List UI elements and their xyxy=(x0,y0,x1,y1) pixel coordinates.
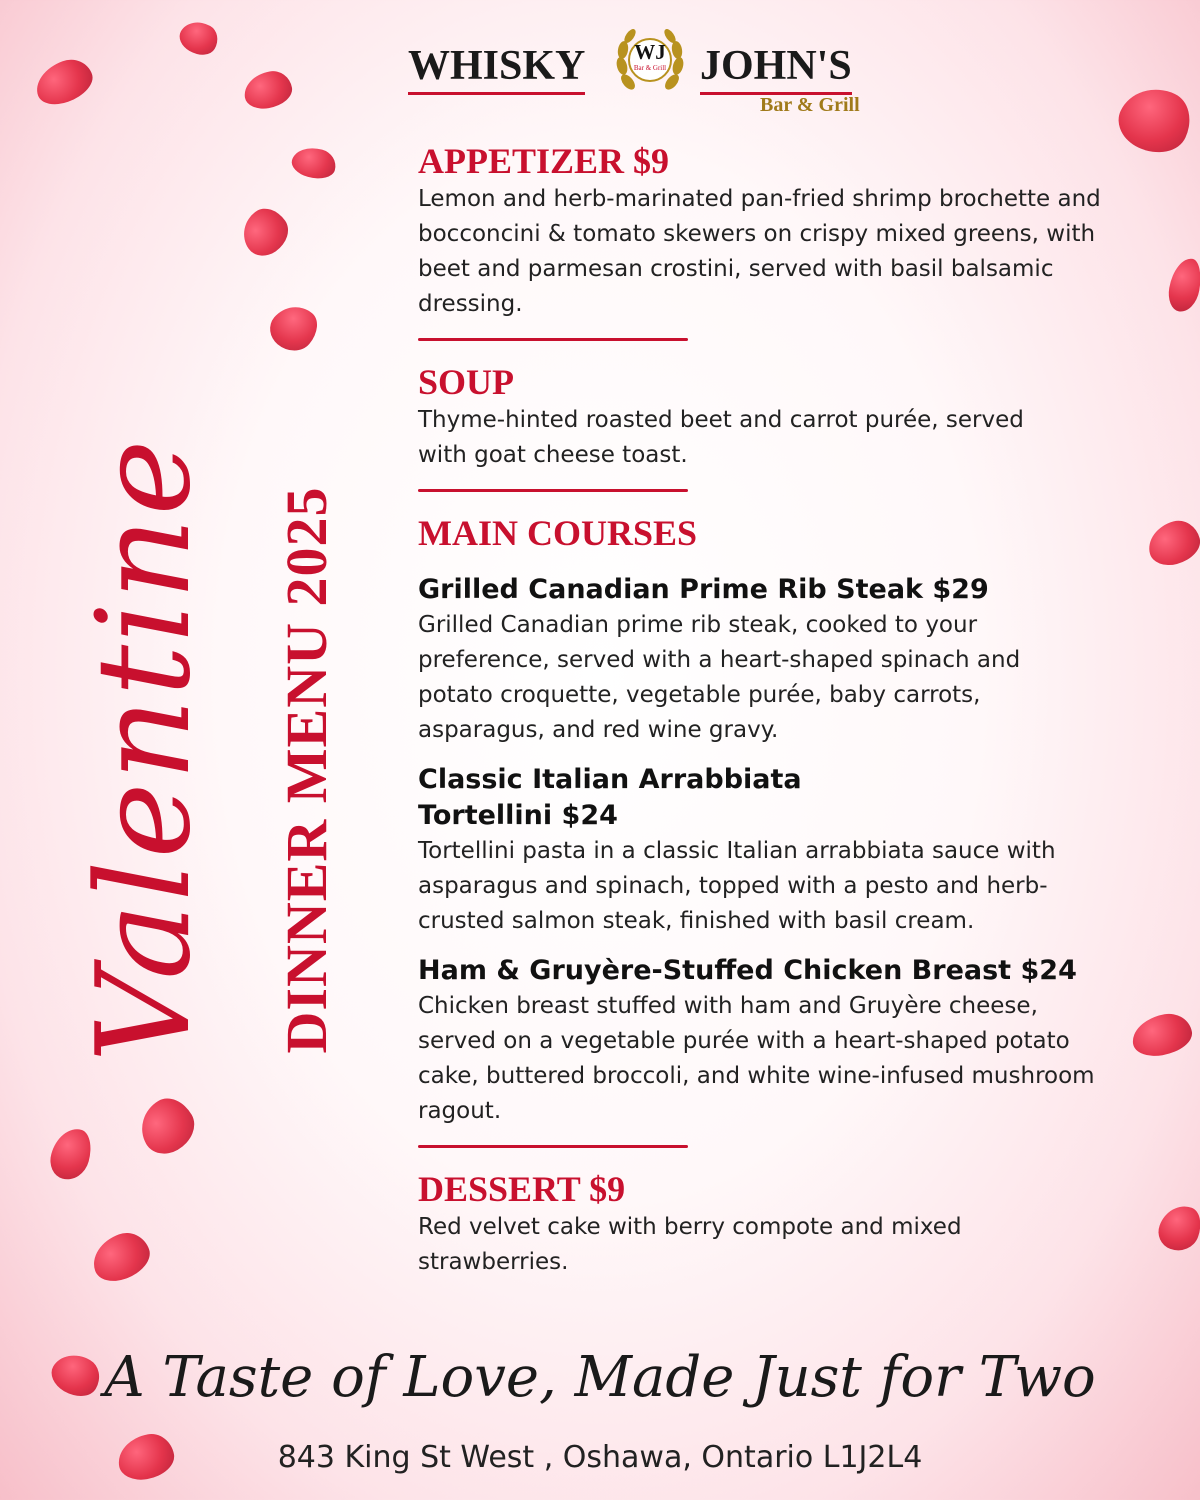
dinner-menu-title: DINNER MENU 2025 xyxy=(274,486,339,1054)
main-courses-section xyxy=(418,512,1118,1129)
menu-item-name: Classic Italian Arrabbiata Tortellini $24 xyxy=(418,764,802,831)
appetizer-title: APPETIZER $9 xyxy=(418,141,670,181)
rose-petal-icon xyxy=(30,53,98,110)
dessert-description: Red velvet cake with berry compote and mixed strawberries. xyxy=(418,1214,962,1275)
main-courses-title: MAIN COURSES xyxy=(418,513,698,553)
tagline: A Taste of Love, Made Just for Two xyxy=(104,1345,1096,1410)
brand-name-left: WHISKY xyxy=(408,42,585,95)
soup-section xyxy=(418,361,1118,473)
rose-petal-icon xyxy=(1129,1010,1195,1060)
menu-item-description: Grilled Canadian prime rib steak, cooked to your preference, served with a heart-shaped spinach and potato croquette, vegetable purée, baby carrots, asparagus, and red wine gravy. xyxy=(418,612,1021,743)
brand-name-right: JOHN'S xyxy=(700,42,852,95)
soup-title: SOUP xyxy=(418,362,515,402)
brand-logo xyxy=(408,22,878,122)
rose-petal-icon xyxy=(1153,1200,1200,1257)
menu-item-description: Chicken breast stuffed with ham and Gruyère cheese, served on a vegetable purée with a heart-shaped potato cake, buttered broccoli, and white wine-infused mushroom ragout. xyxy=(418,993,1095,1124)
rose-petal-icon xyxy=(86,1226,156,1287)
address: 843 King St West , Oshawa, Ontario L1J2L4 xyxy=(277,1440,923,1475)
dessert-section xyxy=(418,1168,1118,1280)
menu-item xyxy=(418,953,1118,1129)
rose-petal-icon xyxy=(1143,516,1200,570)
rose-petal-icon xyxy=(234,201,297,263)
side-title xyxy=(40,380,340,1120)
rose-petal-icon xyxy=(289,143,339,183)
menu-item-description: Tortellini pasta in a classic Italian arrabbiata sauce with asparagus and spinach, topped with a pesto and herb-crusted salmon steak, finished with basil cream. xyxy=(418,838,1056,934)
appetizer-section xyxy=(418,140,1118,322)
menu-item xyxy=(418,762,1118,939)
brand-monogram: WJ xyxy=(634,40,666,64)
soup-description: Thyme-hinted roasted beet and carrot purée, served with goat cheese toast. xyxy=(418,407,1024,468)
rose-petal-icon xyxy=(241,68,295,112)
rose-petal-icon xyxy=(175,15,224,62)
valentine-script-title: Valentine xyxy=(70,437,219,1063)
menu-item-name: Grilled Canadian Prime Rib Steak $29 xyxy=(418,574,989,605)
brand-emblem xyxy=(614,22,686,102)
menu-content xyxy=(418,140,1118,1280)
brand-emblem-text: Bar & Grill xyxy=(633,64,667,72)
menu-item xyxy=(418,572,1118,748)
section-divider xyxy=(418,489,688,492)
section-divider xyxy=(418,1145,688,1148)
section-divider xyxy=(418,338,688,341)
rose-petal-icon xyxy=(1166,256,1200,314)
rose-petal-icon xyxy=(1110,76,1200,164)
dessert-title: DESSERT $9 xyxy=(418,1169,626,1209)
brand-subtitle: Bar & Grill xyxy=(760,94,860,116)
menu-item-name: Ham & Gruyère-Stuffed Chicken Breast $24 xyxy=(418,955,1077,986)
rose-petal-icon xyxy=(262,296,325,360)
appetizer-description: Lemon and herb-marinated pan-fried shrimp brochette and bocconcini & tomato skewers on crispy mixed greens, with beet and parmesan crostini, served with basil balsamic dressing. xyxy=(418,186,1101,317)
rose-petal-icon xyxy=(46,1124,96,1184)
